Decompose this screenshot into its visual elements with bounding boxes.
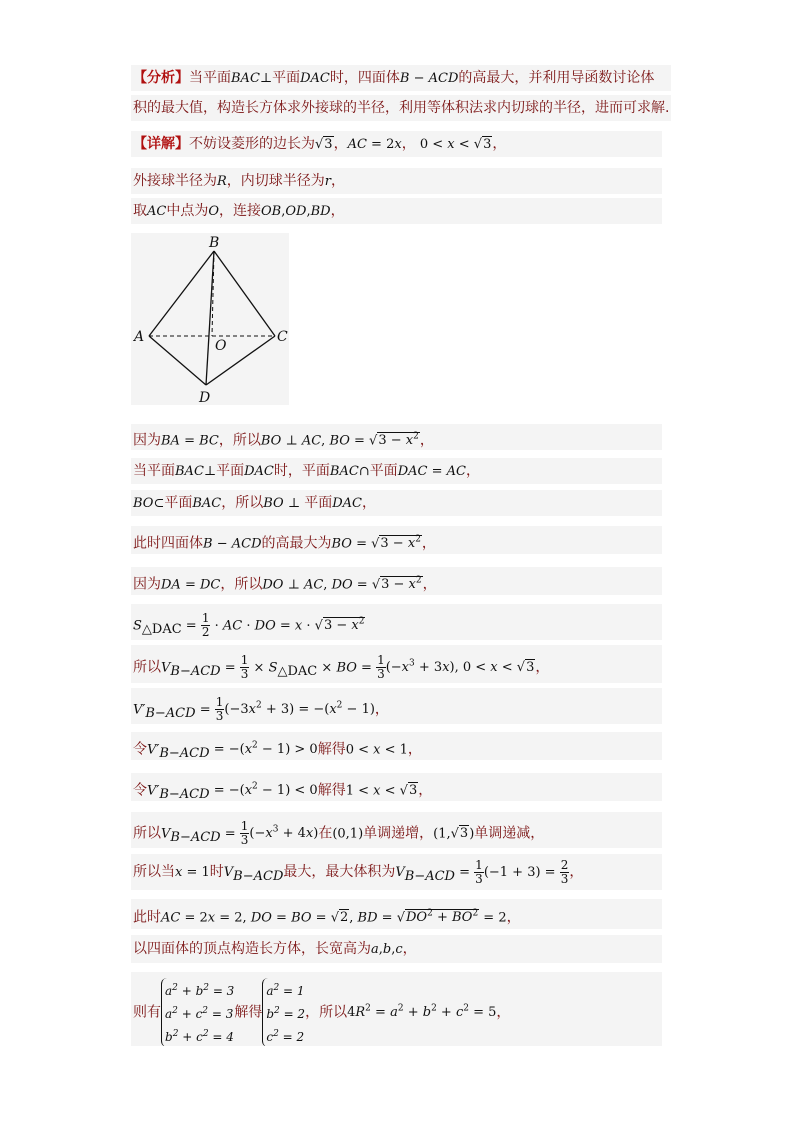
step-7: 所以$V_{B-ACD}$ = $\frac{1}{3}$ × $S_{\triangle DAC}$ × BO = $\frac{1}{3}$ $(-x^3 + 3x)$, 0 < x < √3， [131,645,662,683]
label-d: D [199,390,211,405]
step-6: $S_{\triangle DAC}$ = $\frac{1}{2}$ · AC · DO = $x \cdot √3 - x^2$ [131,604,662,640]
detail-line-1: 【详解】不妨设菱形的边长为√3，AC = 2x， 0 < x < √3， [131,131,662,157]
tetrahedron-figure [131,233,289,405]
tetrahedron-diagram [131,233,289,405]
step-12: 所以当x = 1时$V_{B-ACD}$最大，最大体积为$V_{B-ACD}$ = $\frac{1}{3}$ (−1 + 3) = $\frac{2}{3}$ ， [131,854,662,890]
detail-line-2: 外接球半径为R，内切球半径为r， [131,168,662,194]
step-14: 以四面体的顶点构造长方体，长宽高为a,b,c， [131,935,662,963]
label-b: B [209,235,220,251]
step-4: 此时四面体B − ACD的高最大为BO = $√3 - x^2$， [131,526,662,554]
step-15: 则有 $a^2 + b^2 = 3$ $a^2 + c^2 = 3$ $b^2 + c^2 = 4$ 解得 $a^2 = 1$ $b^2 = 2$ $c^2 = 2$ ，所以$4R^2 = a^2 + b^2 + c^2 = 5$， [131,972,662,1046]
step-13: 此时AC = 2x = 2, DO = BO = √2, BD = $√DO^2 + BO^2 = 2$， [131,899,662,929]
edge-ab [149,251,214,336]
step-1: 因为BA = BC，所以BO ⊥ AC, BO = $√3 - x^2$， [131,424,662,450]
label-o: O [215,338,227,354]
edge-bd [206,251,214,385]
step-3: BO⊂平面BAC，所以BO ⊥ 平面DAC， [131,490,662,516]
step-8: $V'_{B-ACD}$ = $\frac{1}{3}$ $(-3x^2 + 3) = -(x^2 - 1)$， [131,688,662,724]
step-11: 所以$V_{B-ACD}$ = $\frac{1}{3}$ $(-x^3 + 4x)$在(0,1)单调递增，(1,√3)单调递减， [131,812,662,848]
analysis-tag: 【分析】 [133,70,189,86]
step-5: 因为DA = DC，所以DO ⊥ AC, DO = $√3 - x^2$， [131,567,662,595]
edge-bc [214,251,275,336]
detail-tag: 【详解】 [133,136,189,152]
step-2: 当平面BAC⊥平面DAC时，平面BAC∩平面DAC = AC， [131,458,662,484]
detail-line-3: 取AC中点为O，连接OB,OD,BD， [131,198,662,224]
analysis-line-2: 积的最大值，构造长方体求外接球的半径，利用等体积法求内切球的半径，进而可求解. [131,95,671,121]
analysis-line-1: 【分析】当平面BAC⊥平面DAC时，四面体B − ACD的高最大，并利用导函数讨论体 [131,65,671,91]
edge-ad [149,336,206,385]
step-10: 令$V'_{B-ACD} = -(x^2 - 1) < 0$解得1 < x < √3， [131,773,662,801]
step-9: 令$V'_{B-ACD} = -(x^2 - 1) > 0$解得0 < x < 1， [131,732,662,760]
label-a: A [134,329,145,345]
label-c: C [277,329,288,345]
